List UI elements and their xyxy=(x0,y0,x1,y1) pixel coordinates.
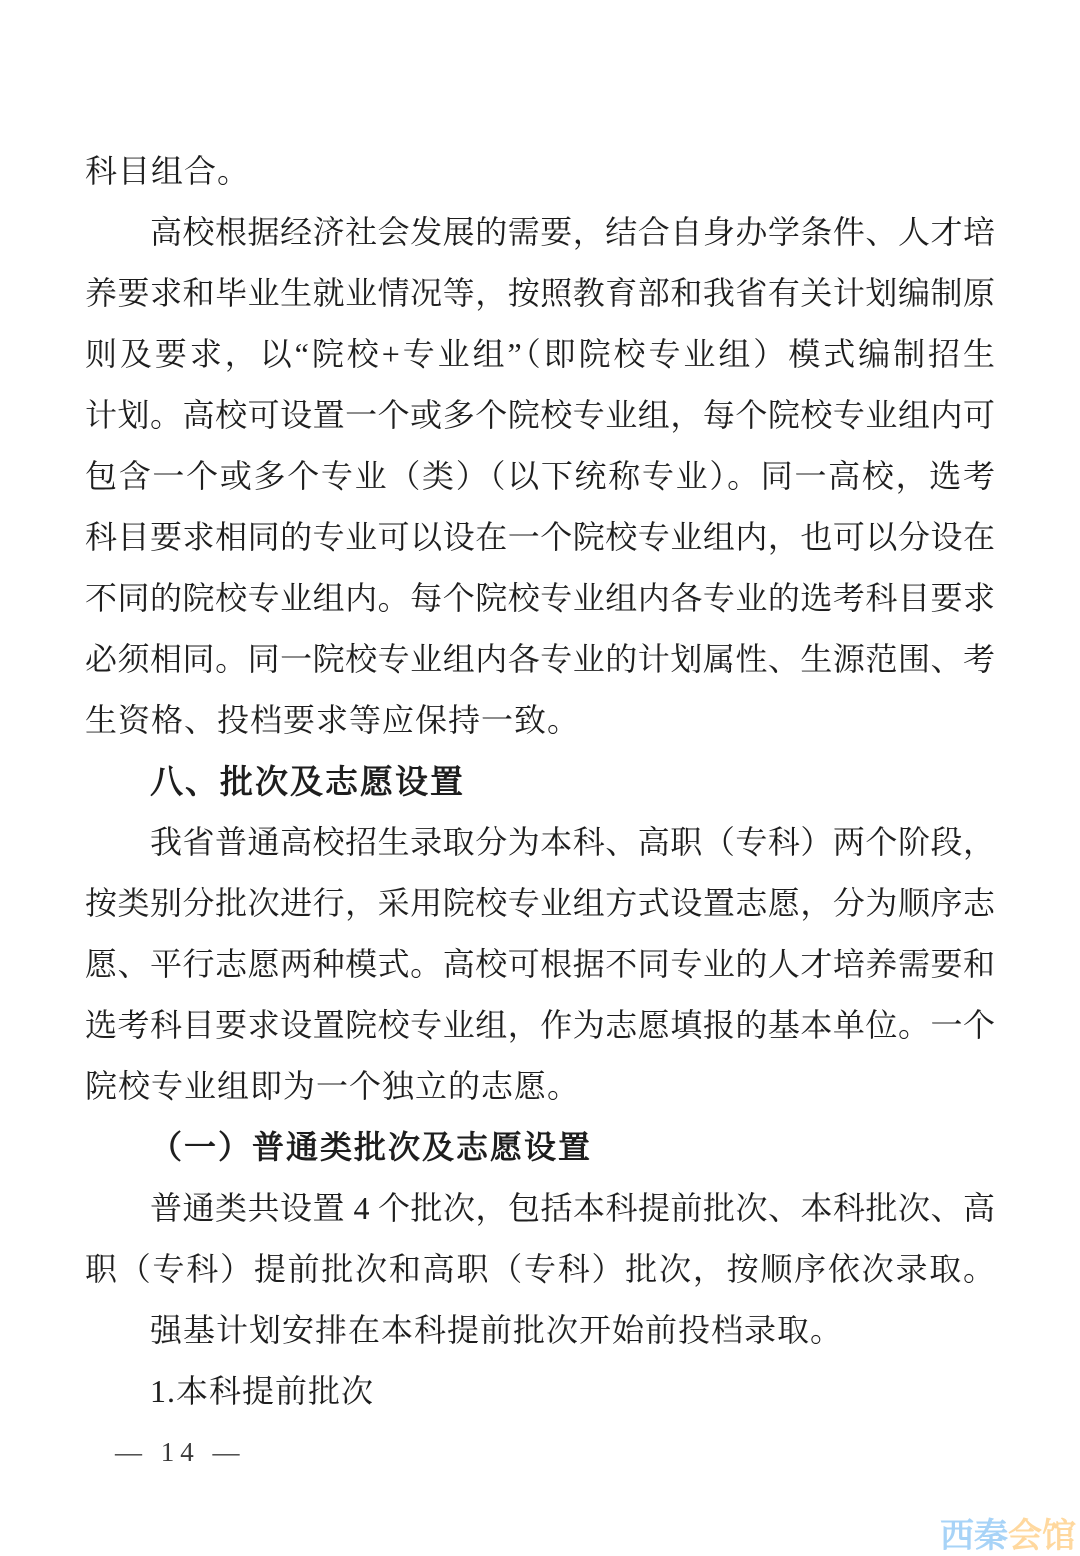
text-line: 选考科目要求设置院校专业组，作为志愿填报的基本单位。一个 xyxy=(85,1007,995,1043)
text-line: 强基计划安排在本科提前批次开始前投档录取。 xyxy=(150,1312,844,1348)
text-line: 计划。高校可设置一个或多个院校专业组，每个院校专业组内可 xyxy=(85,397,995,433)
text-line: 按类别分批次进行，采用院校专业组方式设置志愿，分为顺序志 xyxy=(85,885,995,921)
watermark xyxy=(940,1518,1076,1554)
text-line: 科目组合。 xyxy=(85,153,251,189)
watermark-orange-text: 会馆 xyxy=(1008,1517,1076,1555)
page-number: — 14 — xyxy=(115,1437,246,1467)
watermark-blue-text: 西秦 xyxy=(940,1517,1008,1555)
text-line: 包含一个或多个专业（类）（以下统称专业）。同一高校，选考 xyxy=(85,458,995,494)
text-line: 1.本科提前批次 xyxy=(150,1373,375,1409)
text-line: 普通类共设置 4 个批次，包括本科提前批次、本科批次、高 xyxy=(150,1190,995,1226)
text-line: 必须相同。同一院校专业组内各专业的计划属性、生源范围、考 xyxy=(85,641,995,677)
text-line: （一）普通类批次及志愿设置 xyxy=(150,1129,593,1165)
text-line: 科目要求相同的专业可以设在一个院校专业组内，也可以分设在 xyxy=(85,519,995,555)
text-line: 愿、平行志愿两种模式。高校可根据不同专业的人才培养需要和 xyxy=(85,946,995,982)
text-line: 生资格、投档要求等应保持一致。 xyxy=(85,702,581,738)
text-line: 高校根据经济社会发展的需要，结合自身办学条件、人才培 xyxy=(150,214,995,250)
text-line: 则及要求，以“院校+专业组”（即院校专业组）模式编制招生 xyxy=(85,336,995,372)
text-line: 养要求和毕业生就业情况等，按照教育部和我省有关计划编制原 xyxy=(85,275,995,311)
text-line: 我省普通高校招生录取分为本科、高职（专科）两个阶段， xyxy=(150,824,995,860)
document-body xyxy=(85,141,995,1422)
text-line: 不同的院校专业组内。每个院校专业组内各专业的选考科目要求 xyxy=(85,580,995,616)
text-line: 院校专业组即为一个独立的志愿。 xyxy=(85,1068,581,1104)
text-line: 八、批次及志愿设置 xyxy=(150,763,465,800)
text-line: 职（专科）提前批次和高职（专科）批次，按顺序依次录取。 xyxy=(85,1251,995,1287)
